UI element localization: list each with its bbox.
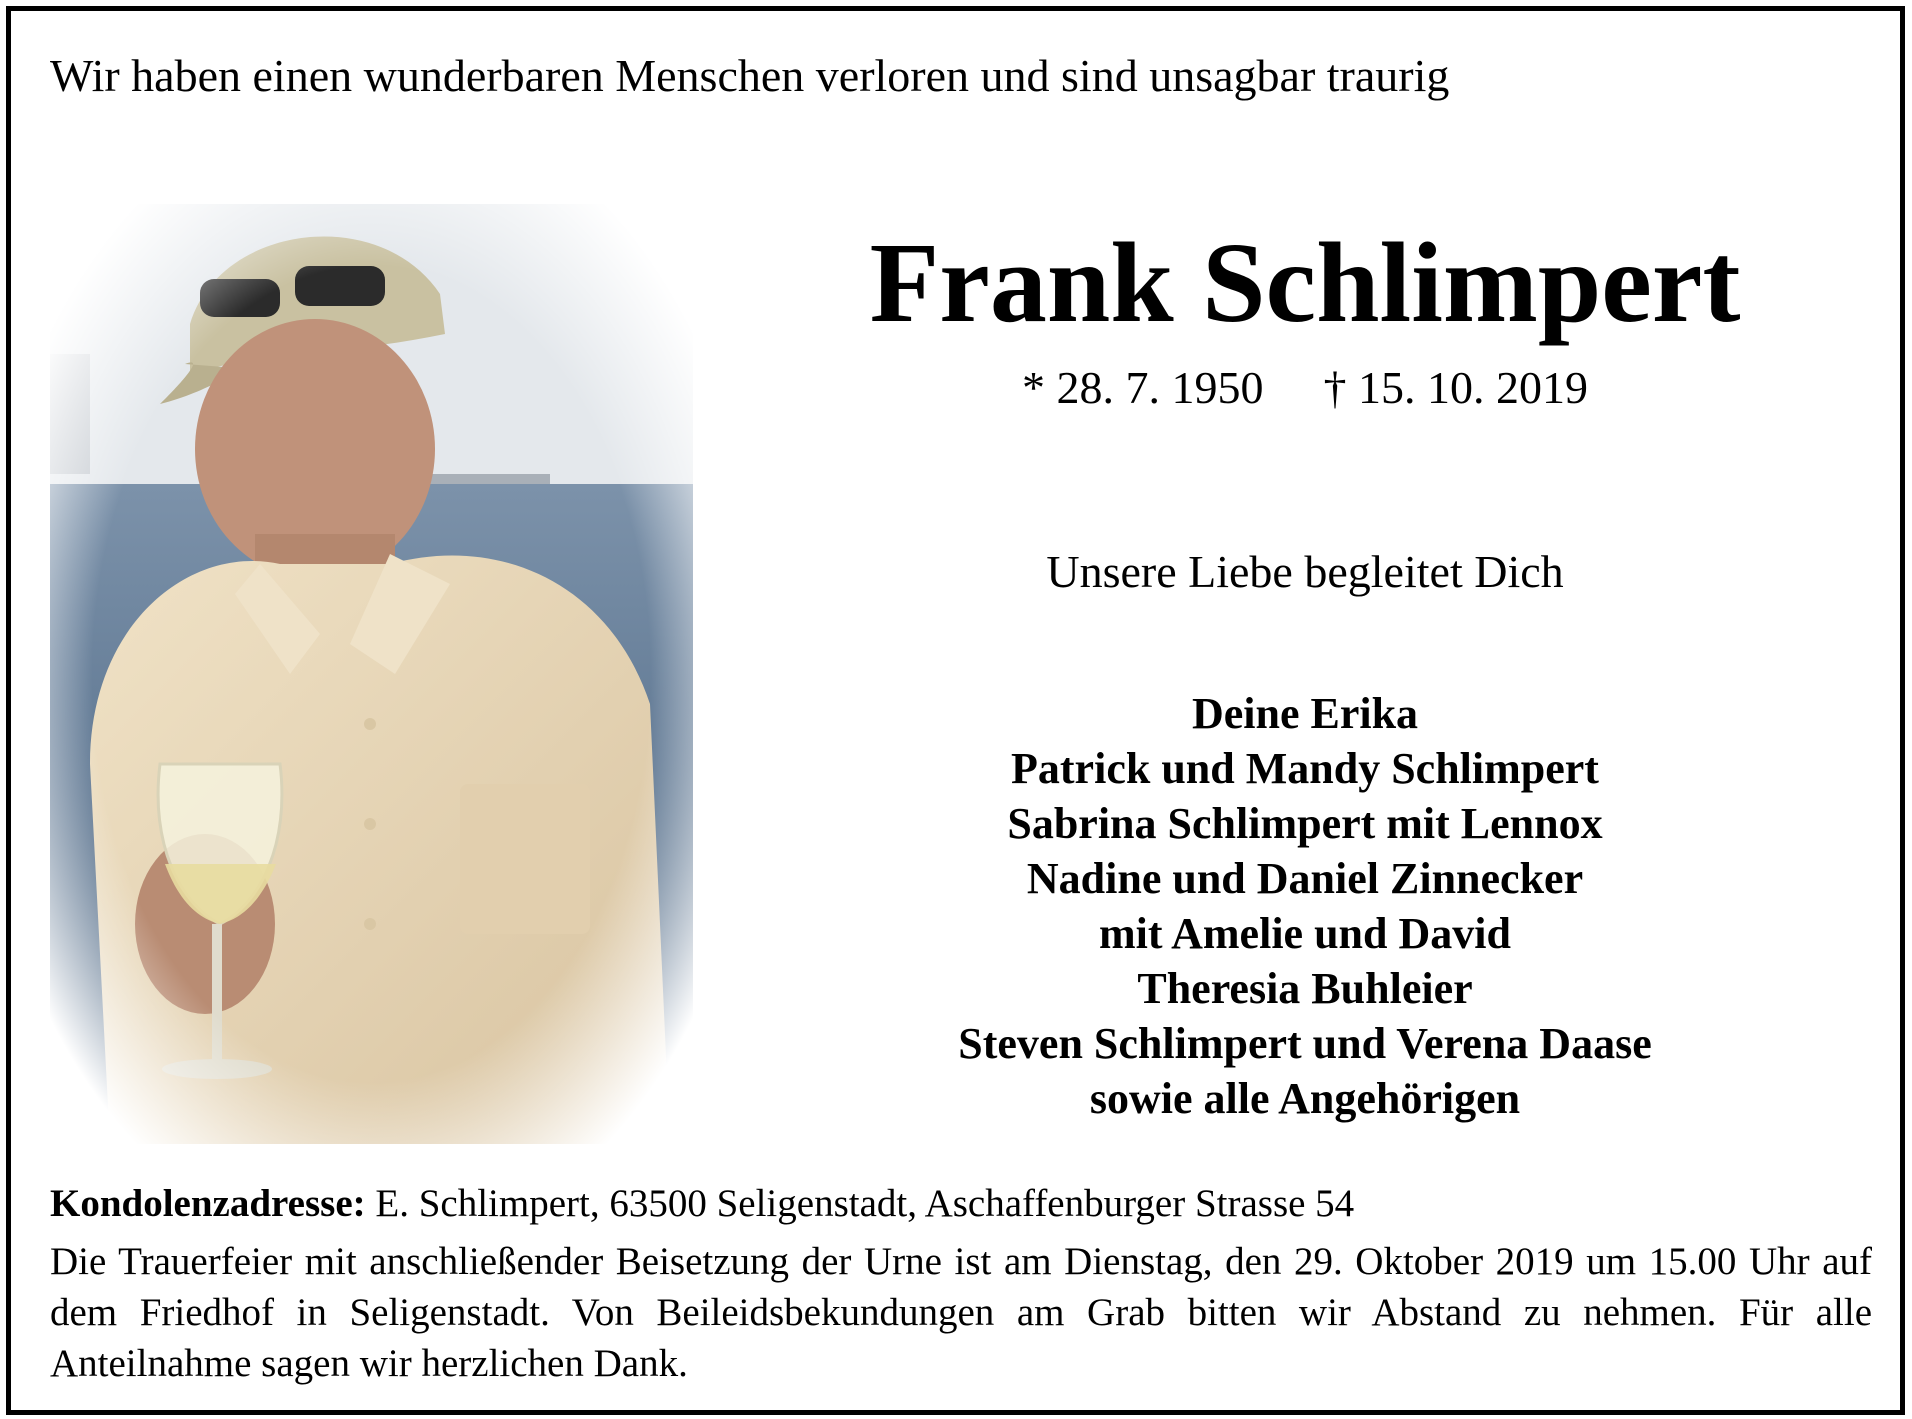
death-date: † 15. 10. 2019 xyxy=(1323,362,1588,413)
mourner-line: Deine Erika xyxy=(1191,689,1419,738)
deceased-name: Frank Schlimpert xyxy=(869,219,1741,346)
life-dates xyxy=(740,360,1870,416)
condolence-label: Kondolenzadresse: xyxy=(50,1182,366,1225)
condolence-address-text: E. Schlimpert, 63500 Seligenstadt, Aschaffenburger Strasse 54 xyxy=(365,1182,1355,1225)
mourner-line: Sabrina Schlimpert mit Lennox xyxy=(1007,799,1603,848)
headline: Wir haben einen wunderbaren Menschen verloren und sind unsagbar traurig xyxy=(50,50,1450,101)
condolence-address xyxy=(50,1180,1354,1228)
funeral-notice: Die Trauerfeier mit anschließender Beisetzung der Urne ist am Dienstag, den 29. Oktober 2019 um 15.00 Uhr auf dem Friedhof in Seligenstadt. Von Beileidsbekundungen am Grab bitten wir Abstand zu nehmen. Für alle Anteilnahme sagen wir herzlichen Dank. xyxy=(50,1240,1872,1385)
portrait-photo-icon xyxy=(50,204,693,1144)
mourner-line: sowie alle Angehörigen xyxy=(1089,1074,1521,1123)
mourners-list xyxy=(740,686,1870,1126)
motto: Unsere Liebe begleitet Dich xyxy=(1046,546,1564,597)
mourner-line: mit Amelie und David xyxy=(1099,909,1511,958)
portrait-photo xyxy=(50,204,693,1144)
mourner-line: Theresia Buhleier xyxy=(1137,964,1473,1013)
mourner-line: Nadine und Daniel Zinnecker xyxy=(1026,854,1584,903)
mourner-line: Steven Schlimpert und Verena Daase xyxy=(958,1019,1652,1068)
birth-date: * 28. 7. 1950 xyxy=(1022,362,1264,413)
mourner-line: Patrick und Mandy Schlimpert xyxy=(1011,744,1599,793)
